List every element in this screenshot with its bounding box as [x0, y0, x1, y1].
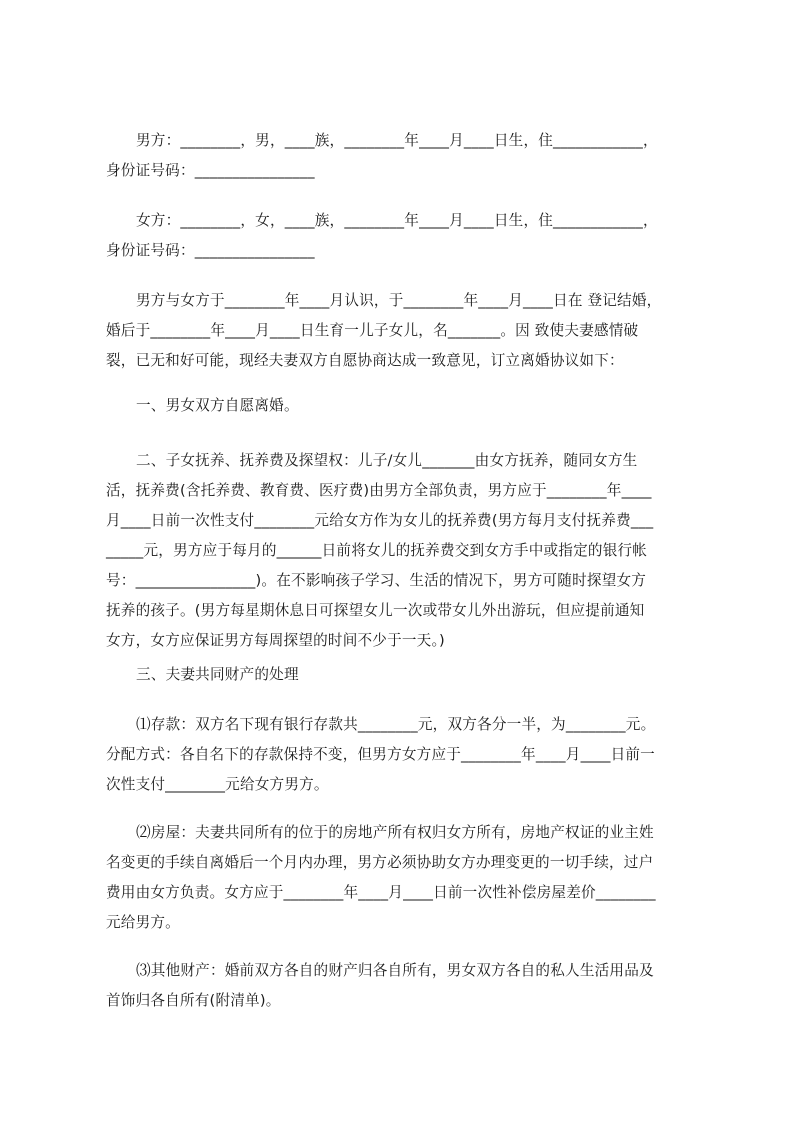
deposit-line-1: ⑴存款：双方名下现有银行存款共________元，双方各分一半，为________元。 [136, 716, 656, 733]
other-property-line-2: 首饰归各自所有(附清单)。 [106, 992, 281, 1009]
house-line-4: 元给男方。 [106, 914, 180, 931]
deposit-line-2: 分配方式：各自名下的存款保持不变，但男方女方应于________年____月____日前一 [106, 746, 655, 763]
section-2-line-6: 抚养的孩子。(男方每星期休息日可探望女儿一次或带女儿外出游玩，但应提前通知 [106, 602, 645, 619]
section-2-line-2: 活，抚养费(含托养费、教育费、医疗费)由男方全部负责，男方应于________年____ [106, 482, 652, 499]
section-2-paragraph [106, 446, 698, 656]
other-property-line-1: ⑶其他财产：婚前双方各自的财产归各自所有，男女双方各自的私人生活用品及 [136, 962, 654, 979]
section-1-title: 一、男女双方自愿离婚。 [136, 397, 299, 414]
house-line-3: 费用由女方负责。女方应于________年____月____日前一次性补偿房屋差价________ [106, 884, 656, 901]
section-2-line-1: 二、子女抚养、抚养费及探望权：儿子/女儿_______由女方抚养，随同女方生 [136, 452, 638, 469]
house-paragraph [106, 818, 698, 938]
male-party-paragraph [106, 126, 698, 186]
intro-line-3: 裂，已无和好可能，现经夫妻双方自愿协商达成一致意见，订立离婚协议如下： [106, 352, 624, 369]
deposit-line-3: 次性支付________元给女方男方。 [106, 776, 329, 793]
house-line-1: ⑵房屋：夫妻共同所有的位于的房地产所有权归女方所有，房地产权证的业主姓 [136, 824, 654, 841]
other-property-paragraph [106, 956, 698, 1016]
house-line-2: 名变更的手续自离婚后一个月内办理，男方必须协助女方办理变更的一切手续，过户 [106, 854, 654, 871]
intro-paragraph [106, 286, 698, 376]
section-3-title: 三、夫妻共同财产的处理 [136, 666, 299, 683]
section-2-line-5: 号：________________)。在不影响孩子学习、生活的情况下，男方可随时探望女方 [106, 572, 647, 589]
section-2-line-3: 月____日前一次性支付________元给女方作为女儿的抚养费(男方每月支付抚养费___ [106, 512, 654, 529]
section-2-line-4: _____元，男方应于每月的______日前将女儿的抚养费交到女方手中或指定的银行帐 [106, 542, 648, 559]
female-id-line: 身份证号码：________________ [106, 242, 315, 259]
section-2-line-7: 女方，女方应保证男方每周探望的时间不少于一天。) [106, 632, 445, 649]
female-party-line: 女方：________，女，____族，________年____月____日生，住____________， [136, 212, 658, 229]
male-id-line: 身份证号码：________________ [106, 162, 315, 179]
intro-line-2: 婚后于________年____月____日生育一儿子女儿，名_______。因 致使夫妻感情破 [106, 322, 639, 339]
deposit-paragraph [106, 710, 698, 800]
section-3 [106, 660, 698, 690]
male-party-line: 男方：________，男，____族，________年____月____日生，住____________， [136, 132, 658, 149]
section-1 [106, 391, 698, 421]
female-party-paragraph [106, 206, 698, 266]
intro-line-1: 男方与女方于________年____月认识，于________年____月____日在 登记结婚， [136, 292, 662, 309]
